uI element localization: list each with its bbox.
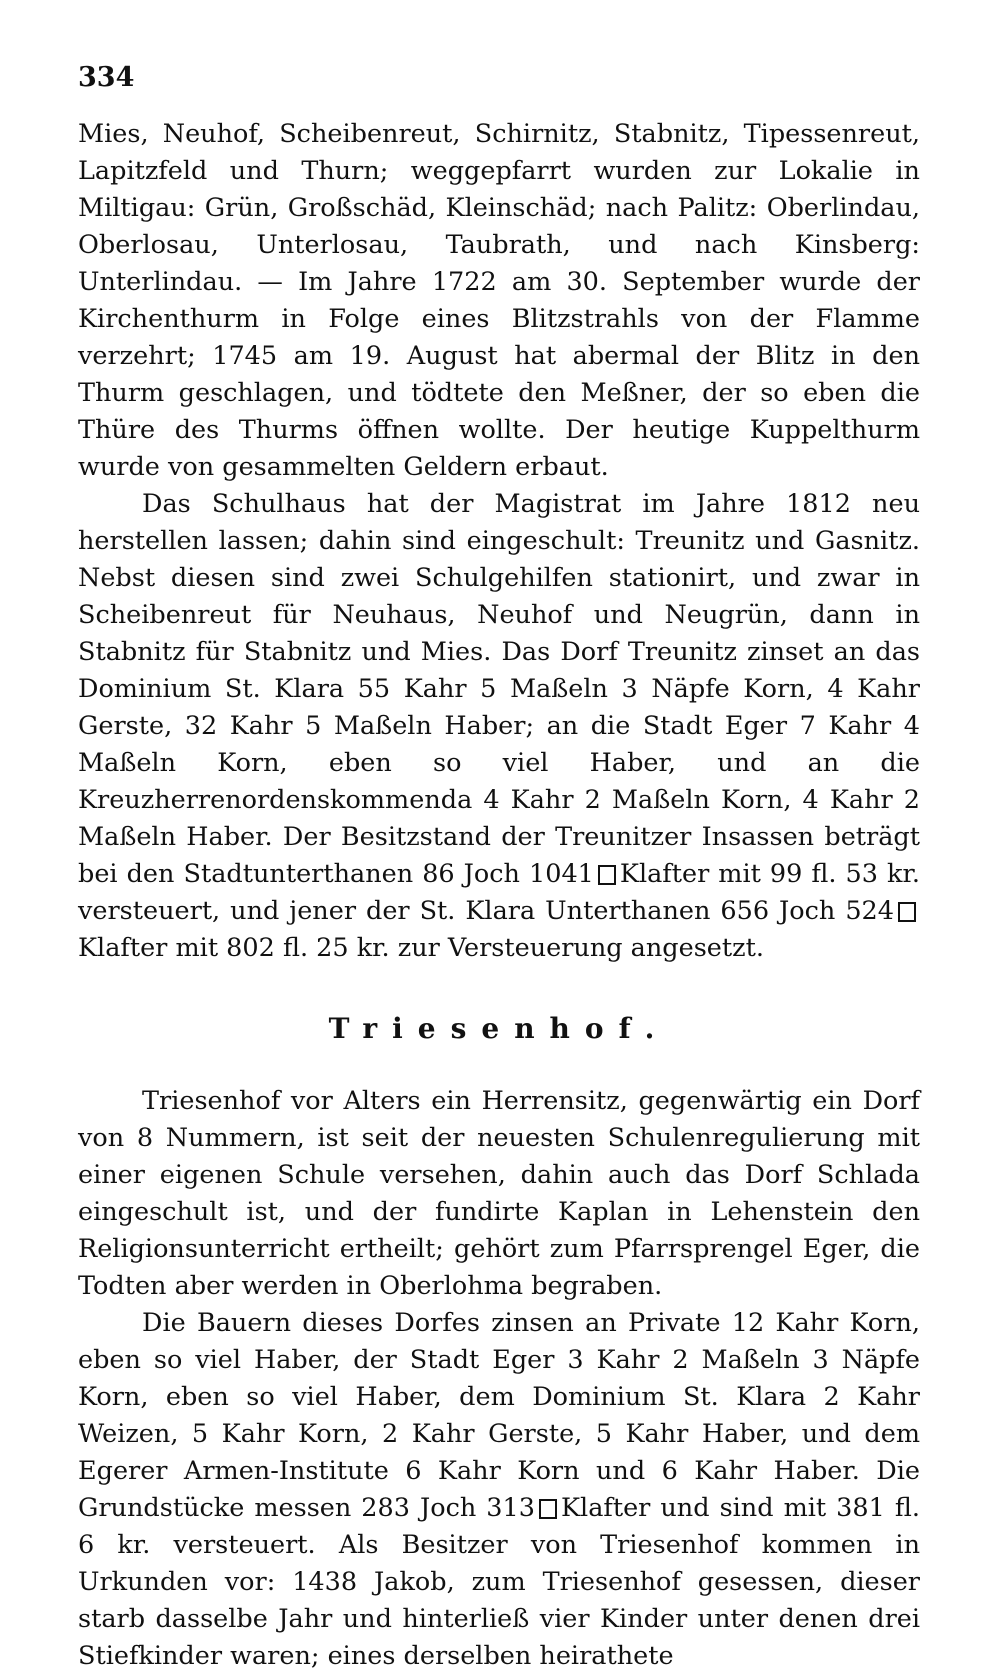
- paragraph-schoolhouse-text-b: Klafter mit 99 fl. 53 kr. versteuert, und jener der St. Klara Unterthanen 656 Joch 524: [78, 859, 920, 926]
- paragraph-triesenhof-farmers-text-a: Die Bauern dieses Dorfes zinsen an Private 12 Kahr Korn, eben so viel Haber, der Stadt Eger 3 Kahr 2 Maßeln 3 Näpfe Korn, eben so viel Haber, dem Dominium St. Klara 2 Kahr Weizen, 5 Kahr Korn, 2 Kahr Gerste, 5 Kahr Haber, und dem Egerer Armen-Institute 6 Kahr Korn und 6 Kahr Haber. Die Grundstücke messen 283 Joch 313: [78, 1308, 920, 1523]
- paragraph-triesenhof-intro-text: Triesenhof vor Alters ein Herrensitz, gegenwärtig ein Dorf von 8 Nummern, ist seit der neuesten Schulenregulierung mit einer eigenen Schule versehen, dahin auch das Dorf Schlada eingeschult ist, und der fundirte Kaplan in Lehenstein den Religionsunterricht ertheilt; gehört zum Pfarrsprengel Eger, die Todten aber werden in Oberlohma begraben.: [78, 1086, 920, 1301]
- square-klafter-icon: [598, 865, 616, 885]
- paragraph-schoolhouse-text-a: Das Schulhaus hat der Magistrat im Jahre 1812 neu herstellen lassen; dahin sind eingeschult: Treunitz und Gasnitz. Nebst diesen sind zwei Schulgehilfen stationirt, und zwar in Scheibenreut für Neuhaus, Neuhof und Neugrün, dann in Stabnitz für Stabnitz und Mies. Das Dorf Treunitz zinset an das Dominium St. Klara 55 Kahr 5 Maßeln 3 Näpfe Korn, 4 Kahr Gerste, 32 Kahr 5 Maßeln Haber; an die Stadt Eger 7 Kahr 4 Maßeln Korn, eben so viel Haber, und an die Kreuzherrenordenskommenda 4 Kahr 2 Maßeln Korn, 4 Kahr 2 Maßeln Haber. Der Besitzstand der Treunitzer Insassen beträgt bei den Stadtunterthanen 86 Joch 1041: [78, 489, 920, 889]
- paragraph-parish: [78, 116, 920, 486]
- paragraph-triesenhof-farmers-text-b: Klafter und sind mit 381 fl. 6 kr. versteuert. Als Besitzer von Triesenhof kommen in Urkunden vor: 1438 Jakob, zum Triesenhof gesessen, dieser starb dasselbe Jahr und hinterließ vier Kinder unter denen drei Stiefkinder waren; eines derselben heirathete: [78, 1493, 920, 1671]
- paragraph-schoolhouse-text-c: Klafter mit 802 fl. 25 kr. zur Versteuerung angesetzt.: [78, 933, 764, 963]
- paragraph-triesenhof-intro: [78, 1083, 920, 1305]
- square-klafter-icon: [539, 1499, 557, 1519]
- paragraph-parish-text: Mies, Neuhof, Scheibenreut, Schirnitz, Stabnitz, Tipessenreut, Lapitzfeld und Thurn; weggepfarrt wurden zur Lokalie in Miltigau: Grün, Großschäd, Kleinschäd; nach Palitz: Oberlindau, Oberlosau, Unterlosau, Taubrath, und nach Kinsberg: Unterlindau. — Im Jahre 1722 am 30. September wurde der Kirchenthurm in Folge eines Blitzstrahls von der Flamme verzehrt; 1745 am 19. August hat abermal der Blitz in den Thurm geschlagen, und tödtete den Meßner, der so eben die Thüre des Thurms öffnen wollte. Der heutige Kuppelthurm wurde von gesammelten Geldern erbaut.: [78, 119, 920, 482]
- paragraph-schoolhouse: [78, 486, 920, 967]
- section-heading-triesenhof: Triesenhof.: [328, 1012, 670, 1045]
- book-page: [78, 62, 920, 1671]
- paragraph-triesenhof-farmers: [78, 1305, 920, 1675]
- square-klafter-icon: [898, 902, 916, 922]
- page-number: 334: [78, 62, 135, 93]
